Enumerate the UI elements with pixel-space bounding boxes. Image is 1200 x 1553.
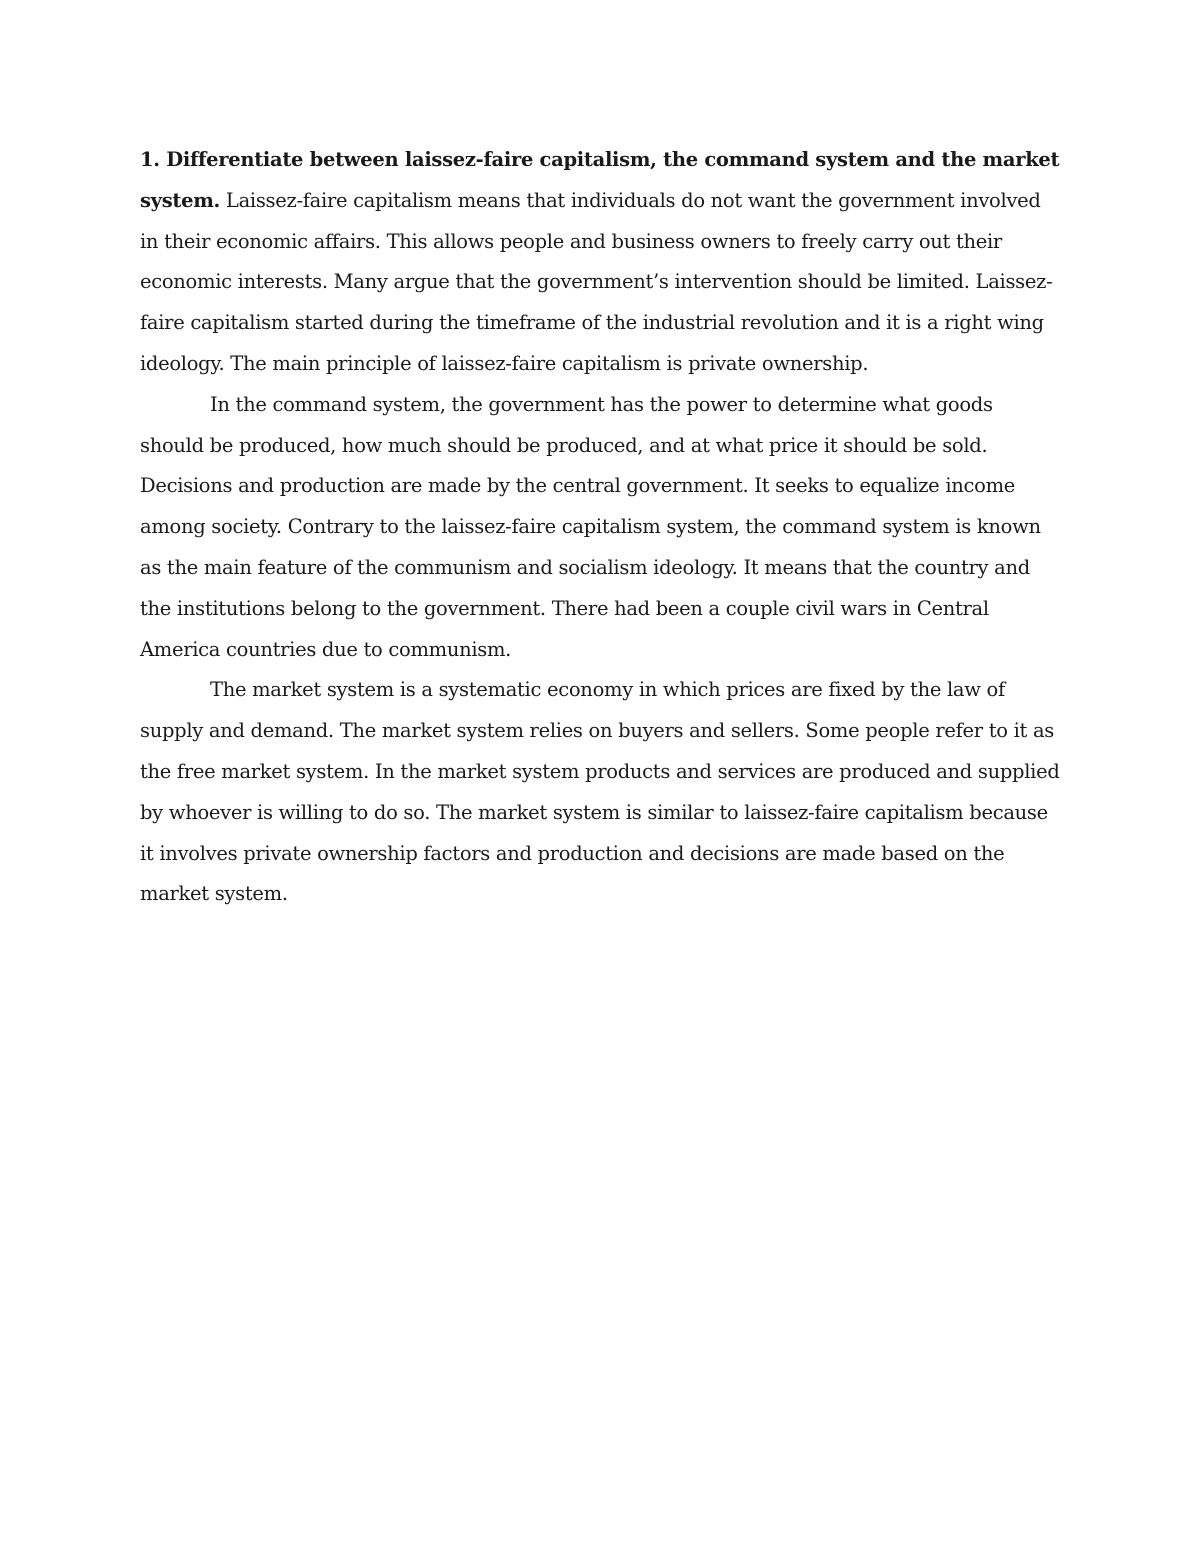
paragraph-3: The market system is a systematic economy in which prices are fixed by the law of supply and demand. The market system relies on buyers and sellers. Some people refer to it as the free market system. In the market system products and services are produced and supplied by whoever is willing to do so. The market system is similar to laissez-faire capitalism because it involves private ownership factors and production and decisions are made based on the market system. (140, 678, 1060, 906)
paragraph-2: In the command system, the government has the power to determine what goods should be produced, how much should be produced, and at what price it should be sold. Decisions and production are made by the central government. It seeks to equalize income among society. Contrary to the laissez-faire capitalism system, the command system is known as the main feature of the communism and socialism ideology. It means that the country and the institutions belong to the government. There had been a couple civil wars in Central America countries due to communism. (140, 392, 1041, 661)
paragraph-1 (140, 140, 1060, 385)
document-body (140, 140, 1060, 915)
paragraph-1-text: Laissez-faire capitalism means that individuals do not want the government involved in their economic affairs. This allows people and business owners to freely carry out their economic interests. Many argue that the government’s intervention should be limited. Laissez-faire capitalism started during the timeframe of the industrial revolution and it is a right wing ideology. The main principle of laissez-faire capitalism is private ownership. (140, 188, 1053, 375)
question-heading: 1. Differentiate between laissez-faire capitalism, the command system and the market system. (140, 148, 1060, 212)
